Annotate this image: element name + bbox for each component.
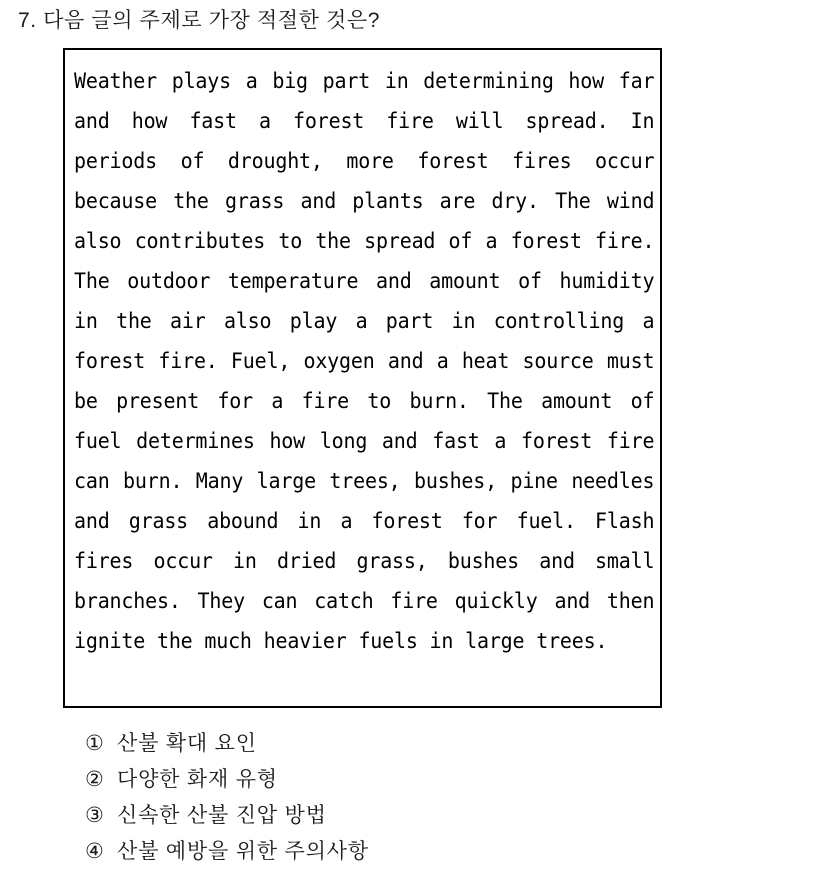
option-row-3[interactable] (85, 798, 785, 834)
option-marker-4-icon: ④ (85, 840, 104, 863)
option-row-1[interactable] (85, 726, 785, 762)
option-label-1: 산불 확대 요인 (117, 732, 257, 755)
option-marker-2-icon: ② (85, 768, 104, 791)
option-label-2: 다양한 화재 유형 (117, 768, 278, 791)
question-stem: 7. 다음 글의 주제로 가장 적절한 것은? (18, 9, 381, 32)
option-label-4: 산불 예방을 위한 주의사항 (117, 840, 369, 863)
option-row-4[interactable] (85, 834, 785, 870)
passage-box (63, 48, 662, 708)
option-marker-1-icon: ① (85, 732, 104, 755)
passage-text: Weather plays a big part in determining how far and how fast a forest fire will spread. In periods of drought, more forest fires occur because the grass and plants are dry. The wind also contributes to the spread of a forest fire. The outdoor temperature and amount of humidity in the air also play a part in controlling a forest fire. Fuel, oxygen and a heat source must be present for a fire to burn. The amount of fuel determines how long and fast a forest fire can burn. Many large trees, bushes, pine needles and grass abound in a forest for fuel. Flash fires occur in dried grass, bushes and small branches. They can catch fire quickly and then ignite the much heavier fuels in large trees. (74, 69, 655, 654)
option-label-3: 신속한 산불 진압 방법 (117, 804, 327, 827)
answer-options-list (85, 726, 785, 870)
option-row-2[interactable] (85, 762, 785, 798)
option-marker-3-icon: ③ (85, 804, 104, 827)
